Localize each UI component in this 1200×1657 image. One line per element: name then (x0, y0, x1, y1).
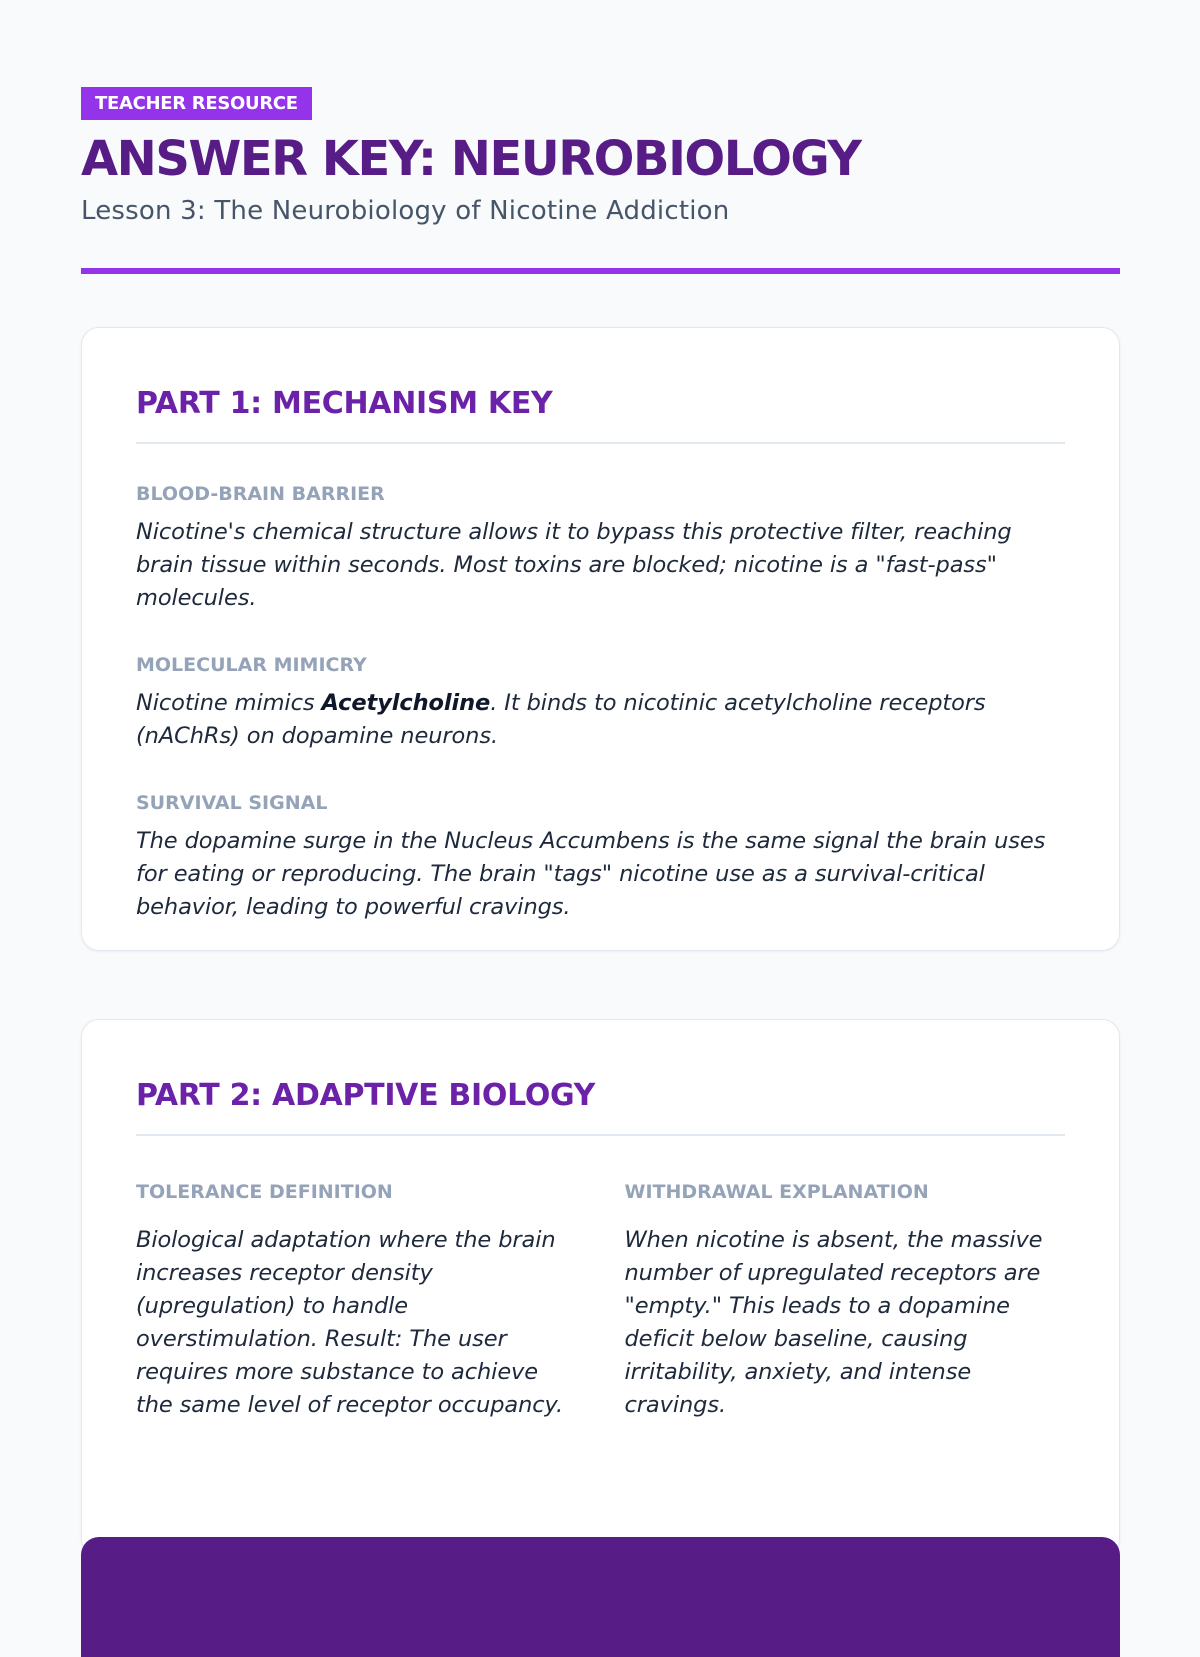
part1-items (136, 482, 1065, 924)
tolerance-definition-column (136, 1180, 577, 1422)
item-label: MOLECULAR MIMICRY (136, 654, 367, 676)
item-text: Nicotine's chemical structure allows it to bypass this protective filter, reaching brain tissue within seconds. Most toxins are blocked; nicotine is a "fast-pass" molecules. (136, 519, 1012, 611)
acetylcholine-term: Acetylcholine (321, 690, 491, 716)
header-divider (81, 268, 1120, 274)
item-text: The dopamine surge in the Nucleus Accumbens is the same signal the brain uses for eating or reproducing. The brain "tags" nicotine use as a survival-critical behavior, leading to powerful cravings. (136, 828, 1046, 920)
page-subtitle: Lesson 3: The Neurobiology of Nicotine Addiction (81, 196, 730, 226)
item-text (136, 687, 1065, 753)
survival-signal-item (136, 791, 1065, 924)
item-text-before: Nicotine mimics (136, 690, 322, 716)
item-label: TOLERANCE DEFINITION (136, 1181, 393, 1203)
teacher-resource-badge: TEACHER RESOURCE (81, 87, 312, 120)
part2-card (81, 1019, 1120, 1557)
item-label: BLOOD-BRAIN BARRIER (136, 483, 385, 505)
part1-divider (136, 442, 1065, 444)
part2-columns (136, 1180, 1065, 1422)
item-label: WITHDRAWAL EXPLANATION (624, 1181, 929, 1203)
part1-card (81, 327, 1120, 951)
page-title: ANSWER KEY: NEUROBIOLOGY (81, 131, 861, 187)
blood-brain-barrier-item (136, 482, 1065, 615)
withdrawal-explanation-column (625, 1180, 1066, 1422)
molecular-mimicry-item (136, 653, 1065, 753)
part2-divider (136, 1134, 1065, 1136)
item-text: Biological adaptation where the brain increases receptor density (upregulation) to handle overstimulation. Result: The user requires more substance to achieve the same level of receptor occupancy. (136, 1227, 564, 1418)
part1-title: PART 1: MECHANISM KEY (136, 386, 553, 421)
answer-key-page (81, 87, 1120, 1418)
footer-panel (81, 1537, 1120, 1657)
part2-title: PART 2: ADAPTIVE BIOLOGY (136, 1078, 596, 1113)
item-text: When nicotine is absent, the massive number of upregulated receptors are "empty." This leads to a dopamine deficit below baseline, causing irritability, anxiety, and intense cravings. (624, 1227, 1043, 1418)
item-label: SURVIVAL SIGNAL (136, 792, 328, 814)
item-text-after: . It binds to nicotinic acetylcholine receptors (nAChRs) on dopamine neurons. (136, 690, 986, 749)
